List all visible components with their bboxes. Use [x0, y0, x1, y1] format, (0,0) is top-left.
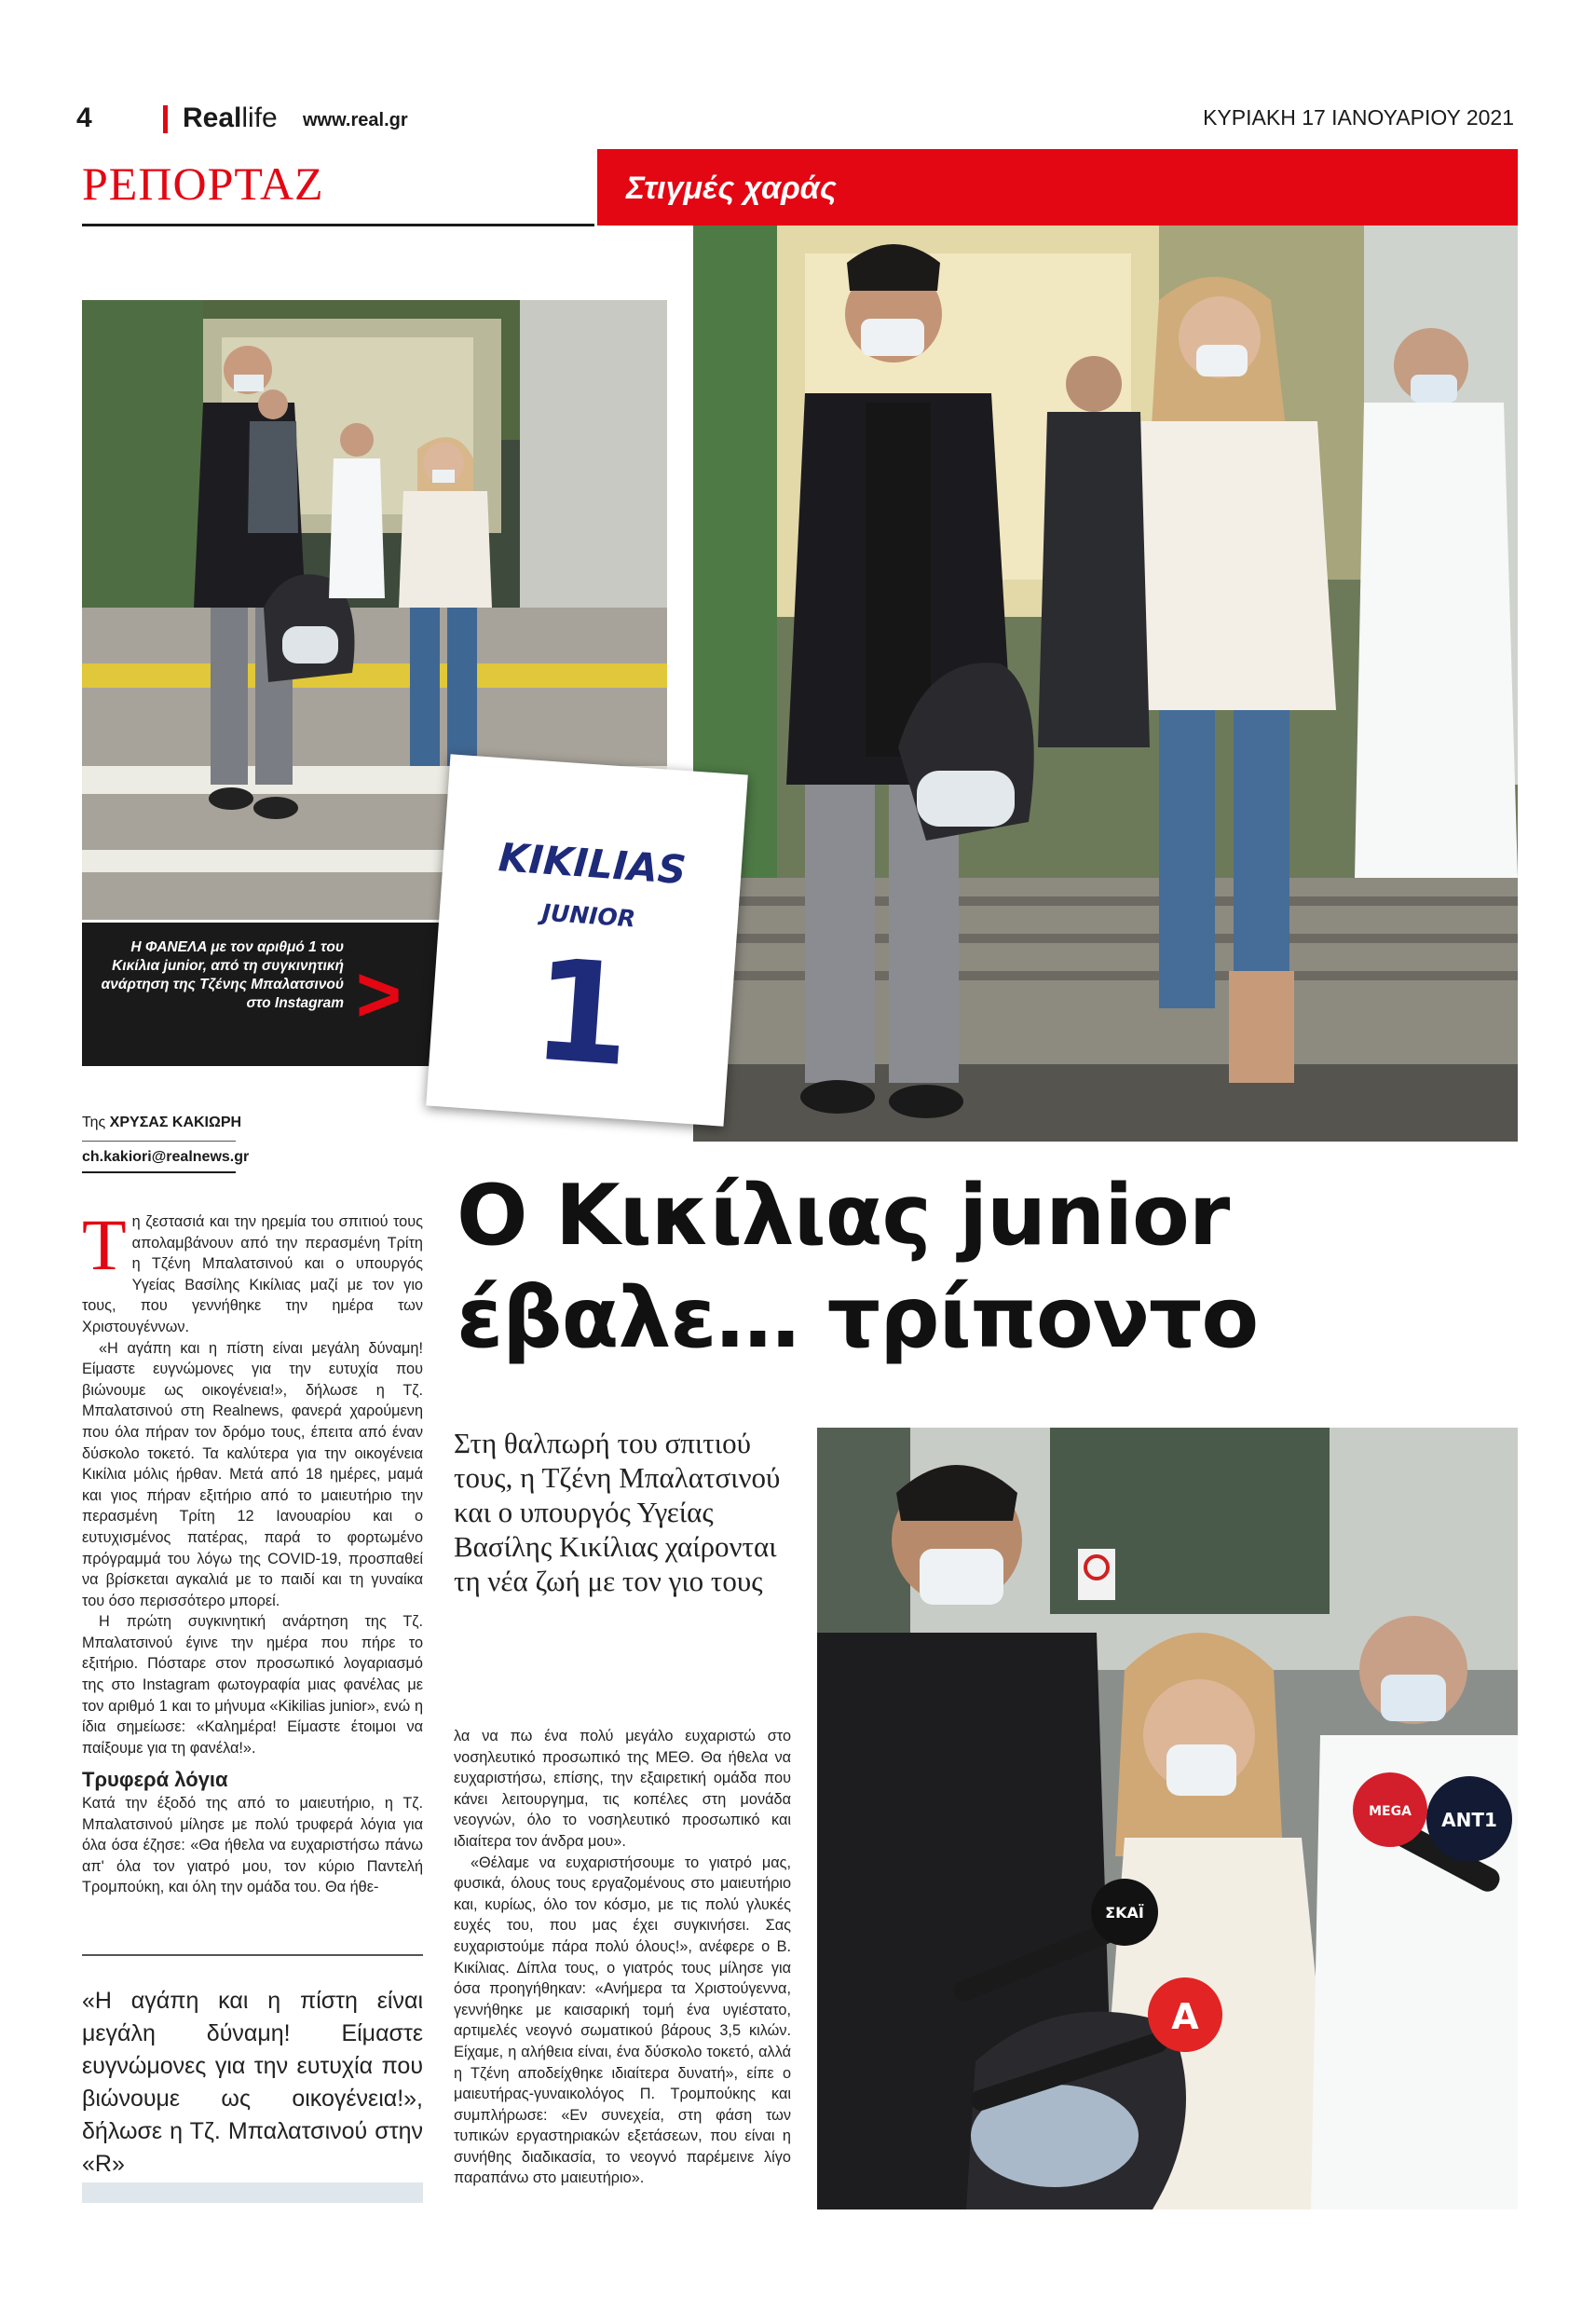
pull-quote-rule [82, 1954, 423, 1956]
brand-bold: Real [183, 103, 242, 133]
paragraph-2: «Η αγάπη και η πίστη είναι μεγάλη δύναμη! Είμαστε ευγνώμονες για την ευτυχία που βιώνουμε ως οικογένεια!», δήλωσε η Τζ. Μπαλατσινού στη Realnews, φανερά χαρούμενη που όλα πήραν τον δρόμο τους, έπειτα από έναν δύσκολο τοκετό. Τα καλύτερα για την οικογένεια Κικίλια μόλις ήρθαν. Μετά από 18 ημέρες, μαμά και γιος πήραν εξιτήριο από το μαιευτήριο την περασμένη Τρίτη 12 Ιανουαρίου και ο ευτυχισμένος πατέρας, παρά το φορτωμένο πρόγραμμά του λόγω της COVID-19, προσπαθεί να βρίσκεται αγκαλιά με το παιδί και τη γυναίκα του όσο περισσότερο μπορεί. [82, 1339, 423, 1609]
paragraph-1-text: η ζεστασιά και την ηρεμία του σπιτιού τους απολαμβάνουν από την περασμένη Τρίτη η Τζένη Μπαλατσινού και ο υπουργός Υγείας Βασίλης Κικίλιας μαζί με τον γιο τους, που γεννήθηκε την ημέρα των Χριστουγέννων. [82, 1213, 423, 1335]
issue-date: ΚΥΡΙΑΚΗ 17 ΙΑΝΟΥΑΡΙΟΥ 2021 [1203, 105, 1514, 130]
email-rule [82, 1171, 236, 1173]
jersey-subtitle: JUNIOR [540, 898, 636, 933]
pull-quote: «Η αγάπη και η πίστη είναι μεγάλη δύναμη! Είμαστε ευγνώμονες για την ευτυχία που βιώνουμε ως οικογένεια!», δήλωσε η Τζ. Μπαλατσινού στην «R» [82, 1988, 423, 2177]
jersey-photo [426, 754, 748, 1126]
paragraph-4: Κατά την έξοδό της από το μαιευτήριο, η Τζ. Μπαλατσινού μίλησε με πολύ τρυφερά λόγια για όλα όσα έζησε: «Θα ήθελα να ευχαριστήσω πάνω απ' όλα τον γιατρό μου, τον κύριο Παντελή Τρομπούκη, και όλη την ομάδα του. Θα ήθε- [82, 1795, 423, 1896]
paragraph-1 [82, 1204, 423, 1338]
brand-light: life [241, 103, 278, 133]
author-email: ch.kakiori@realnews.gr [82, 1149, 250, 1165]
paragraph-5: λα να πω ένα πολύ μεγάλο ευχαριστώ στο νοσηλευτικό προσωπικό της ΜΕΘ. Θα ήθελα να ευχαριστήσω, επίσης, την εξαιρετική ομάδα που κάνει λειτουργημα, τις κοπέλες στη μονάδα νεογνών, όλο το νοσηλευτικό προσωπικό και ιδιαίτερα τον άνδρα μου». [454, 1728, 791, 1850]
page-number: 4 [76, 103, 92, 133]
byline-rule [82, 1141, 236, 1142]
article-column-2 [454, 1726, 791, 2189]
website: www.real.gr [303, 110, 408, 130]
subheadline: Στη θαλπωρή του σπιτιού τους, η Τζένη Μπαλατσινού και ο υπουργός Υγείας Βασίλης Κικίλιας χαίρονται τη νέα ζωή με τον γιο τους [454, 1427, 781, 1597]
photo-couple-exit-large [693, 226, 1518, 1142]
drop-cap: Τ [82, 1204, 127, 1285]
paragraph-3: Η πρώτη συγκινητική ανάρτηση της Τζ. Μπαλατσινού έγινε την ημέρα που πήρε το εξιτήριο. Πόσταρε στον προσωπικό λογαριασμό της στο Instagram φωτογραφία μιας φανέλας με τον αριθμό 1 και το μήνυμα «Kikilias junior», ενώ η ίδια σημείωσε: «Καλημέρα! Είμαστε έτοιμοι να παίξουμε για τη φανέλα!». [82, 1613, 423, 1757]
photo-press-interview [817, 1428, 1518, 2209]
byline-prefix: Της [82, 1115, 106, 1130]
byline-author: ΧΡΥΣΑΣ ΚΑΚΙΩΡΗ [109, 1115, 242, 1130]
headline-line-2: έβαλε… τρίποντο [457, 1269, 1259, 1367]
article-subheading: Τρυφερά λόγια [82, 1768, 228, 1792]
jersey-name: KIKILIAS [497, 834, 688, 894]
article-column-1 [82, 1204, 423, 1898]
mic-logo-ant1: ΑΝΤ1 [1441, 1809, 1497, 1831]
header-divider [163, 105, 168, 133]
section-rule [82, 224, 594, 226]
headline-line-1: Ο Κικίλιας junior [457, 1167, 1230, 1265]
jersey-number: 1 [527, 929, 636, 1099]
mic-logo-alpha: Α [1171, 1996, 1199, 2037]
photo-caption: Η ΦΑΝΕΛΑ με τον αριθμό 1 του Κικίλια junior, από τη συγκινητική ανάρτηση της Τζένης Μπαλατσινού στο Instagram [101, 939, 344, 1011]
paragraph-6: «Θέλαμε να ευχαριστήσουμε το γιατρό μας, φυσικά, όλους τους εργαζομένους στο μαιευτήριο και, κυρίως, όλο τον κόσμο, με τις πολύ γλυκές ευχές του, που μας έχει συγκινήσει. Σας ευχαριστούμε πάρα πολύ όλους!», ανέφερε ο Β. Κικίλιας. Δίπλα τους, ο γιατρός τους μίλησε για όσα προηγήθηκαν: «Ανήμερα τα Χριστούγεννα, γεννήθηκε με καισαρική τομή ένα υγιέστατο, αρτιμελές νεογνό σωματικού βάρους 3,5 κιλών. Είχαμε, η αλήθεια είναι, ένα δύσκολο τοκετό, αλλά η Τζένη αποδείχθηκε ιδιαίτερα δυνατή», είπε ο μαιευτήρας-γυναικολόγος Π. Τρομπούκης και συμπλήρωσε: «Εν συνεχεία, στη φάση των τυπικών εργαστηριακών εξετάσεων, που είναι η συνήθης διαδικασία, το νεογνό παρέμεινε λίγο παραπάνω στο μαιευτήριο». [454, 1854, 791, 2187]
headline [457, 1165, 1509, 1370]
brand-logo [183, 103, 278, 134]
kicker-text: Στιγμές χαράς [626, 171, 837, 206]
mic-logo-skai: ΣΚΑΪ [1105, 1904, 1144, 1922]
byline [82, 1115, 241, 1131]
caption-arrow-icon: > [356, 951, 402, 1038]
pull-quote-bar [82, 2182, 423, 2203]
section-title: ΡΕΠΟΡΤΑΖ [82, 157, 324, 210]
mic-logo-mega: MEGA [1369, 1804, 1412, 1819]
